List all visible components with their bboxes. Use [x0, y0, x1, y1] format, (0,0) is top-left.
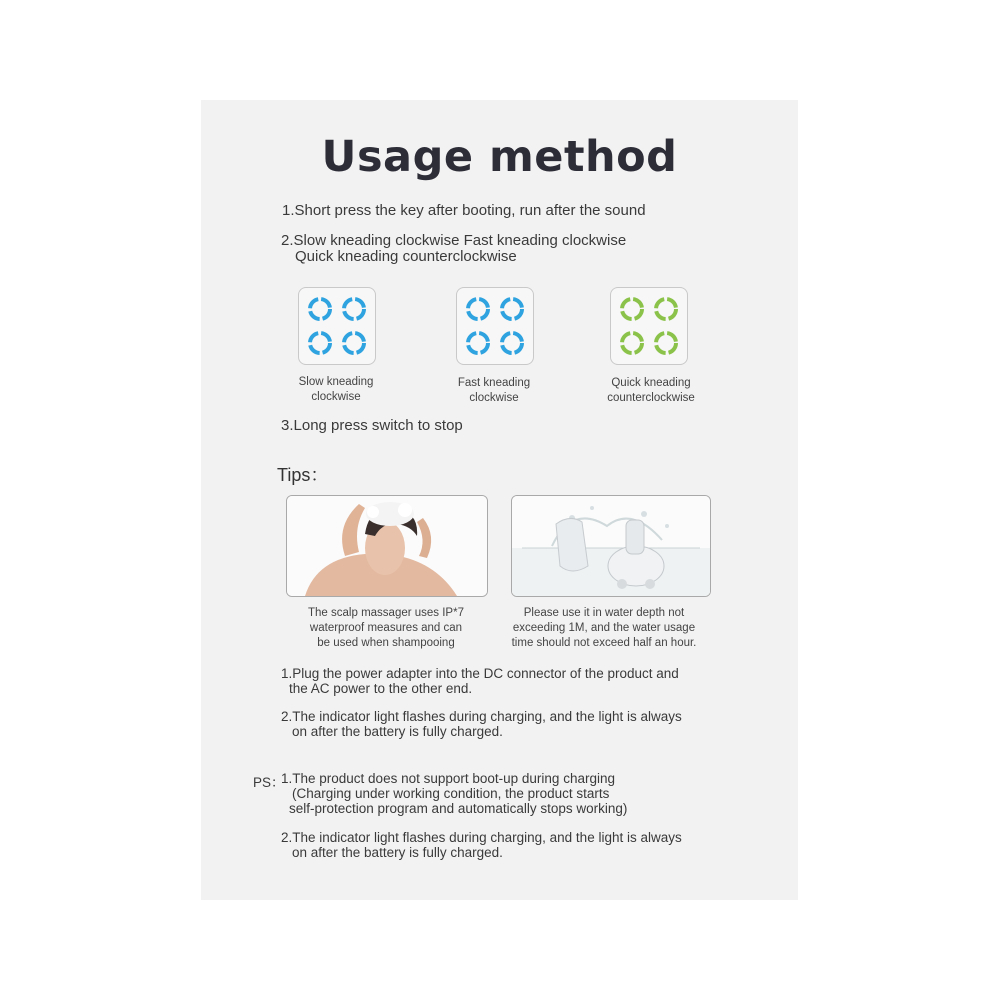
tips-label: Tips：: [277, 465, 329, 485]
charging-step-2-continued: on after the battery is fully charged.: [292, 724, 503, 739]
rotation-arrow-icon: [468, 333, 488, 353]
rotation-arrow-icon: [656, 299, 676, 319]
step-2: 2.Slow kneading clockwise Fast kneading clockwise: [281, 232, 627, 249]
slow-kneading-icon: [298, 287, 376, 365]
mode-caption-quick: Quick kneading counterclockwise: [607, 377, 695, 404]
water-depth-photo: [511, 495, 711, 597]
rotation-arrow-icon: [656, 333, 676, 353]
mode-caption-slow: Slow kneading clockwise: [298, 376, 374, 403]
rotation-arrow-icon: [344, 333, 364, 353]
step-1: 1.Short press the key after booting, run after the sound: [282, 202, 646, 219]
ps-item-2-continued: on after the battery is fully charged.: [292, 845, 503, 860]
mode-caption-fast: Fast kneading clockwise: [457, 377, 531, 404]
charging-step-2: 2.The indicator light flashes during charging, and the light is always: [281, 709, 682, 724]
charging-step-1-continued: the AC power to the other end.: [289, 681, 473, 696]
instruction-sheet: [201, 100, 798, 900]
rotation-arrow-icon: [622, 299, 642, 319]
rotation-arrow-icon: [310, 299, 330, 319]
fast-kneading-icon: [456, 287, 534, 365]
rotation-arrow-icon: [344, 299, 364, 319]
rotation-arrow-icon: [502, 299, 522, 319]
rotation-arrow-icon: [310, 333, 330, 353]
ps-item-1-note: (Charging under working condition, the product starts: [292, 786, 610, 801]
step-3: 3.Long press switch to stop: [281, 417, 463, 434]
ps-item-1-note-continued: self-protection program and automatically stops working): [289, 801, 628, 816]
tip-caption-waterproof: The scalp massager uses IP*7 waterproof measures and can be used when shampooing: [308, 607, 464, 649]
ps-item-2: 2.The indicator light flashes during charging, and the light is always: [281, 830, 682, 845]
rotation-arrow-icon: [468, 299, 488, 319]
shampooing-photo: [286, 495, 488, 597]
quick-kneading-icon: [610, 287, 688, 365]
ps-label: PS：: [253, 775, 285, 790]
step-2-continued: Quick kneading counterclockwise: [295, 248, 517, 265]
page-title: Usage method: [321, 132, 678, 182]
ps-item-1: 1.The product does not support boot-up during charging: [281, 771, 615, 786]
tip-caption-water-depth: Please use it in water depth not exceeding 1M, and the water usage time should not exceed half an hour.: [511, 607, 697, 649]
rotation-arrow-icon: [502, 333, 522, 353]
rotation-arrow-icon: [622, 333, 642, 353]
charging-step-1: 1.Plug the power adapter into the DC connector of the product and: [281, 666, 679, 681]
